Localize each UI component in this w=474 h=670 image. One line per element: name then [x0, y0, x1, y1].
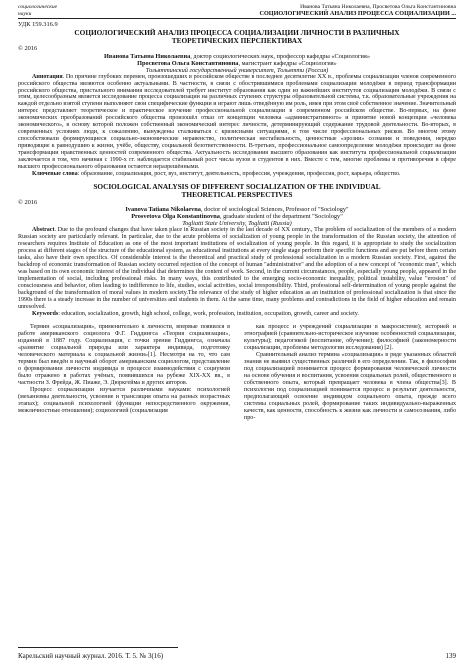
ru-abstract-text: . По причине глубоких перемен, произошедших в российском обществе в последнее десятилетие XX в., проблемы социализации членов современного российского общества являются особенно актуальными. В частности, в связи с обострившимися проблемами социализации молодёжи в период трансформации российского общества, пристального внимания исследователей требует институт образования как один из важнейших институтов социализации молодёжи. В связи с этим, целесообразным является исследование процесса социализации на различных ступенях структуры образовательной системы, т.к. образовательные учреждения на каждой отдельно взятой ступени выполняют свои специфические функции и играют лишь отведённую им роль, имея при этом своё собственное значение. Значительный интерес представляет теоретическое и практическое изучение профессиональной социализации в современном российском обществе. Во-первых, на фоне экономических преобразований российского общества произошёл отказ от концепции человека «административного» и принятие новой концепции «человека экономического», в основу которой положен собственный экономический интерес личности, детерминирующий содержание трудовой деятельности. Во-вторых, в современных условиях люди, к сожалению, вынуждены сталкиваться с кризисными ситуациями, в том числе профессиональных рисков. Во многом этому способствовали формирующиеся социально-экономические неравенство, политическая нестабильность, ценностные «эрозии» сознания и поведения, нередко приводящие к равнодушию к жизни, учёбе, обществу, социальной безответственности. В-третьих, профессиональное самоопределение молодёжи происходит на фоне трансформации нравственных ценностей современного общества. Актуальность исследования высшего образования как института профессиональной социализации заключается в том, что начиная с 1990-х гг. наблюдается стабильный рост числа вузов и студентов в них. Вместе с тем, многие проблемы и противоречия в сфере высшего профессионального образования остаются неразрешёнными.	[18, 73, 456, 170]
running-header	[18, 4, 456, 17]
page-number: 139	[445, 652, 456, 660]
ru-title-line-2: ТЕОРЕТИЧЕСКИХ ПЕРСПЕКТИВАХ	[171, 36, 303, 46]
ru-title-line-1: СОЦИОЛОГИЧЕСКИЙ АНАЛИЗ ПРОЦЕССА СОЦИАЛИЗАЦИИ ЛИЧНОСТИ В РАЗЛИЧНЫХ	[74, 28, 400, 38]
en-author-1	[18, 206, 456, 213]
en-author-1-affil: , doctor of sociological Sciences, Professor of "Sociology"	[200, 206, 349, 214]
body-right-column	[244, 324, 456, 423]
ru-copyright: © 2016	[18, 45, 38, 53]
en-author-1-name: Ivanova Tatiana Nikolaevna	[125, 206, 201, 214]
en-keywords-text: : education, socialization, growth, high school, college, work, profession, institution, occupation, growth, career and society.	[58, 310, 359, 317]
body-paragraph: Процесс социализации изучается различными науками: психологией (механизмы деятельности, усвоение и трансляция опыта на разных возрастных этапах); социальной психологией (функции непосредственного окружения, межличностные отношения); социологией (социализация	[18, 387, 230, 415]
ru-abstract-label: Аннотация	[32, 73, 63, 80]
header-section-label	[18, 4, 57, 17]
ru-organization: Тольяттинский государственный университет, Тольятти (Россия)	[145, 66, 329, 74]
ru-abstract	[18, 74, 456, 171]
udk-code: УДК 159.316.9	[18, 21, 58, 29]
en-author-2-name: Prosvetova Olga Konstantinovna	[131, 213, 220, 221]
ru-author-1-affil: , доктор социологических наук, профессор кафедры «Социология»	[190, 52, 370, 60]
ru-author-1	[18, 53, 456, 60]
ru-author-2-name: Просветова Ольга Константиновна	[137, 59, 239, 67]
ru-keywords-label: Ключевые слова	[32, 170, 78, 177]
footer-divider	[18, 647, 178, 648]
header-divider	[18, 18, 456, 19]
header-title: СОЦИОЛОГИЧЕСКИЙ АНАЛИЗ ПРОЦЕССА СОЦИАЛИЗАЦИИ ...	[259, 9, 456, 17]
body-paragraph: Термин «социализация», применительно к личности, впервые появился в работе американского социолога Ф.Г. Гиддингса «Теория социализации», изданной в 1887 году. Социализация, с точки зрения Гиддингса, означала «развитие социальной природы или характера индивида, подготовку человеческого материала к социальной жизни»[1]. Несмотря на то, что сам термин был введён в научный оборот американским социологом, представление о формировании личности индивида в процессе взаимодействия с социумом было отражено в работах учёных, появившихся на рубеже XIX-XX вв., в частности З. Фрейда, Ж. Пиаже, Э. Дюркгейма и других авторов.	[18, 323, 230, 387]
body-columns	[18, 324, 456, 423]
en-abstract-text: . Due to the profound changes that have taken place in Russian society in the last decade of XX century., The problem of socialization of the members of a modern Russian society are particularly relevant. In particular, due to the acute problems of socialization of young people in the transformation of the Russian society, the attention of researchers requires Institute of Education as one of the most important institutions of socialization of young people. In this regard, it is appropriate to study the socialization process at different stages of the structure of the educational system, as educational institutions at every single stage perform their specific functions and are put before them certain tasks, also have their own specifics. Of considerable interest is the theoretical and practical study of professional socialization in a modern Russian society. First, against the backdrop of economic transformation of Russian society occurred rejection of the concept of human "administrative" and the adoption of a new concept of "economic man", which was based on its own economic interest of the individual that determines the content of work. Second, in the current circumstances, people, especially young people, appeared in the implementation of social, including professional risks. In many ways, this contributed to the emerging socio-economic inequality, political instability, value "erosion" of consciousness and behavior, often leading to indifference to life, studies, social activities, social irresponsibility. Third, professional self-determination of young people against the background of the transformation of moral values in modern society.The relevance of the study of higher education as an institution of professional socialization is that since the 1990s there is a steady increase in the number of universities and students in them. At the same time, many problems and contradictions in the field of higher education and remain unresolved.	[18, 227, 456, 310]
body-paragraph: Сравнительный анализ термина «социализация» в ряде указанных областей знания не выявил существенных различий в его определении. Так, в философии под социализацией понимается процесс формирования человеческой личности на основе обучения и воспитания, усвоения социальных ролей, общественного и собственного опыта, который превращает человека в члена общества[3]. В психологии под социализацией понимается процесс и результат деятельности, предполагающий освоение индивидом социального опыта, прежде всего системы социальных ролей, формирование таких индивидуально-выраженных качеств, как ценности, способность к жизни как личности и самосознания, либо про-	[244, 351, 456, 422]
en-copyright: © 2016	[18, 198, 38, 206]
ru-author-2-affil: , магистрант кафедры «Социология»	[238, 59, 337, 67]
header-section-line-1: социологические	[18, 4, 58, 10]
body-paragraph: как процесс и учреждений социализации в макросистеме); историей и этнографией (сравнительно-историческое изучение особенностей социализации, культуры); педагогикой (воспитание, обучение); философией (закономерности социализации, проблемы методологии исследования) [2].	[244, 323, 456, 351]
header-authors: Иванова Татьяна Николаевна, Просветова Ольга Константиновна	[300, 4, 456, 10]
en-author-2	[18, 213, 456, 220]
body-left-column	[18, 324, 230, 423]
en-abstract-label: Abstract	[32, 227, 55, 234]
en-title	[18, 183, 456, 199]
header-section-line-2: науки	[18, 10, 32, 17]
journal-citation: Карельский научный журнал. 2016. Т. 5. № 3(16)	[18, 652, 164, 660]
en-abstract	[18, 227, 456, 310]
page-footer	[18, 652, 456, 660]
ru-author-2	[18, 60, 456, 67]
ru-title	[18, 29, 456, 45]
header-article-info	[260, 4, 456, 17]
en-title-line-2: THEORETICAL PERSPECTIVES	[181, 189, 293, 199]
ru-author-1-name: Иванова Татьяна Николаевна	[104, 52, 191, 60]
ru-keywords-text: : образование, социализация, рост, вуз, институт, деятельность, профессия, учреждения, профессия, рост, карьера, общество.	[77, 170, 401, 177]
en-keywords-label: Keywords	[32, 310, 59, 317]
ru-keywords	[18, 171, 456, 178]
en-author-2-affil: , graduate student of the department "Sociology"	[219, 213, 343, 221]
en-organization: Togliatti State University, Togliatti (Russia)	[182, 220, 292, 228]
en-keywords	[18, 311, 456, 318]
en-title-line-1: SOCIOLOGICAL ANALYSIS OF DIFFERENT SOCIALIZATION OF THE INDIVIDUAL	[93, 181, 381, 191]
